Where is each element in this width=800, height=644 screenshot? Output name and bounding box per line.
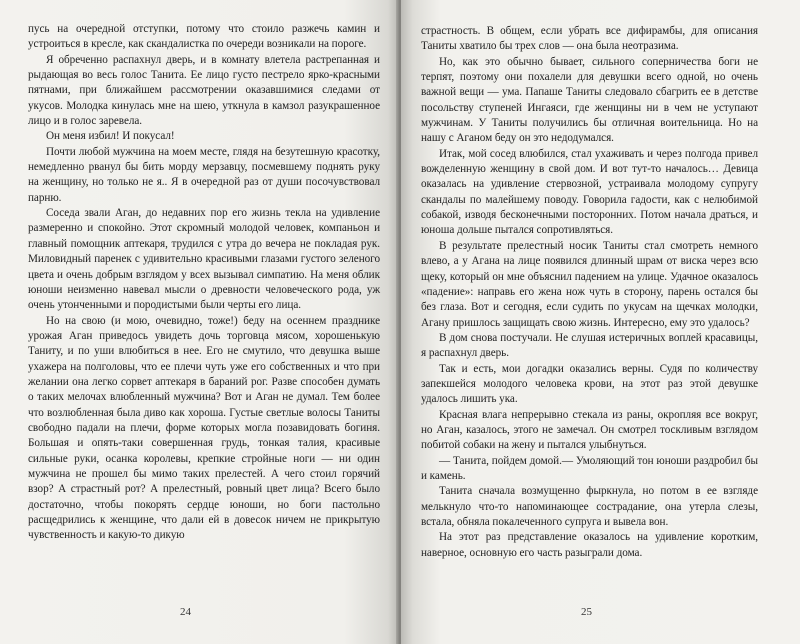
paragraph: Красная влага непрерывно стекала из раны, окропляя все вокруг, но Аган, казалось, этого не замечал. Он смотрел тоскливым взглядом побитой собаки на жену и пытался улыбнуться. [421, 408, 758, 452]
paragraph: Но, как это обычно бывает, сильного соперничества боги не терпят, поэтому они похалели для девушки всего одной, но очень важной вещи — ума. Папаше Таниты следовало сбагрить ее в детстве посольству ступеней Ингаяси, где женщины ни в чем не уступают мужчинам. У Таниты получились бы отличная воительница. Но на нашу с Аганом беду он это недодумался. [421, 55, 758, 145]
paragraph: Итак, мой сосед влюбился, стал ухаживать и через полгода привел вожделенную женщину в свой дом. И вот тут-то началось… Девица оказалась на удивление стервозной, устраивала молодому супругу скандалы по малейшему поводу. Говорила гадости, как с нелюбимой собакой, изводя бесконечными посторонних. Потом начала драться, и юноша дольше пытался сопротивляться. [421, 147, 758, 237]
right-page-text [421, 24, 758, 561]
page-number-left: 24 [180, 606, 191, 618]
paragraph: На этот раз представление оказалось на удивление коротким, наверное, основную его часть разыграли дома. [421, 531, 758, 559]
paragraph: Почти любой мужчина на моем месте, глядя на безутешную красотку, немедленно рванул бы бить морду мерзавцу, посмевшему поднять руку на женщину, но только не я.. Я в очередной раз от души посочувствовал парню. [28, 145, 380, 204]
page-number-right: 25 [581, 606, 592, 618]
paragraph: В результате прелестный носик Таниты стал смотреть немного влево, а у Агана на лице появился длинный шрам от виска через всю щеку, который он мне объяснил падением на улице. Удачное оказалось «падение»: направь его жена нож чуть в сторону, парень остался бы без глаза. Вот и сегодня, если судить по укусам на щечках молодки, Агану пришлось защищать свою жизнь. Интересно, ему это удалось? [421, 239, 758, 329]
paragraph: страстность. В общем, если убрать все дифирамбы, для описания Таниты хватило бы трех слов — она была неотразима. [421, 25, 758, 53]
paragraph: Танита сначала возмущенно фыркнула, но потом в ее взгляде мелькнуло что-то напоминающее сострадание, она утерла слезы, встала, обняла покалеченного супруга и вывела вон. [421, 485, 758, 528]
left-page-text [28, 22, 380, 544]
paragraph: — Танита, пойдем домой.— Умоляющий тон юноши раздробил бы и камень. [421, 454, 758, 482]
paragraph: Так и есть, мои догадки оказались верны. Судя по количеству запекшейся молодого человека крови, на этот раз этой девушке удалось лишить ука. [421, 362, 758, 406]
paragraph: Соседа звали Аган, до недавних пор его жизнь текла на удивление размеренно и спокойно. Этот скромный молодой человек, компаньон и главный помощник аптекаря, трудился с утра до вечера не покладая рук. Миловидный паренек с удивительно красивыми глазами густого зеленого цвета и очень добрым взглядом у всех вызывал симпатию. На меня облик юноши неизменно навевал мысли о древности человеческого рода, уж очень утонченными и породистыми были черты его лица. [28, 207, 380, 312]
right-page [401, 0, 800, 644]
paragraph: В дом снова постучали. Не слушая истеричных воплей красавицы, я распахнул дверь. [421, 331, 758, 360]
paragraph: пусь на очередной отступки, потому что стоило разжечь камин и устроиться в кресле, как скандалистка по очереди возникали на пороге. [28, 23, 380, 51]
paragraph: Он меня избил! И покусал! [46, 130, 175, 143]
paragraph: Но на свою (и мою, очевидно, тоже!) беду на осеннем празднике урожая Аган приведось увидеть дочь торговца мясом, хорошенькую Таниту, и по уши влюбиться в нее. Его не смутило, что девушка выше ухажера на полголовы, что ее плечи чуть уже его собственных и что при желании она легко сорвет аптекаря в бараний рог. Разве способен думать о таких мелочах влюбленный мужчина? Вот и Аган не думал. Тем более что возлюбленная была диво как хороша. Густые светлые волосы Таниты свободно падали на плечи, форме которых могла позавидовать богиня. Большая и опять-таки совершенная грудь, тонкая талия, красивые сильные руки, осанка королевы, крепкие стройные ноги — ни один мужчина не прошел бы мимо таких прелестей. А чего стоил горячий взор? А страстный рот? А прелестный, ровный цвет лица? Всего было достаточно, чтобы покорять сердце юноши, но боги пастольно расщедрились к женщине, что дали ей в довесок ничем не прикрытую чувственность и какую-то дикую [28, 314, 380, 542]
paragraph: Я обреченно распахнул дверь, и в комнату влетела растрепанная и рыдающая во весь голос Танита. Ее лицо густо пестрело ярко-красными пятнами, при ближайшем рассмотрении оказавшимися следами от укусов. Молодка кинулась мне на шею, уткнула в камзол разукрашенное лицо и в голос заревела. [28, 53, 380, 128]
